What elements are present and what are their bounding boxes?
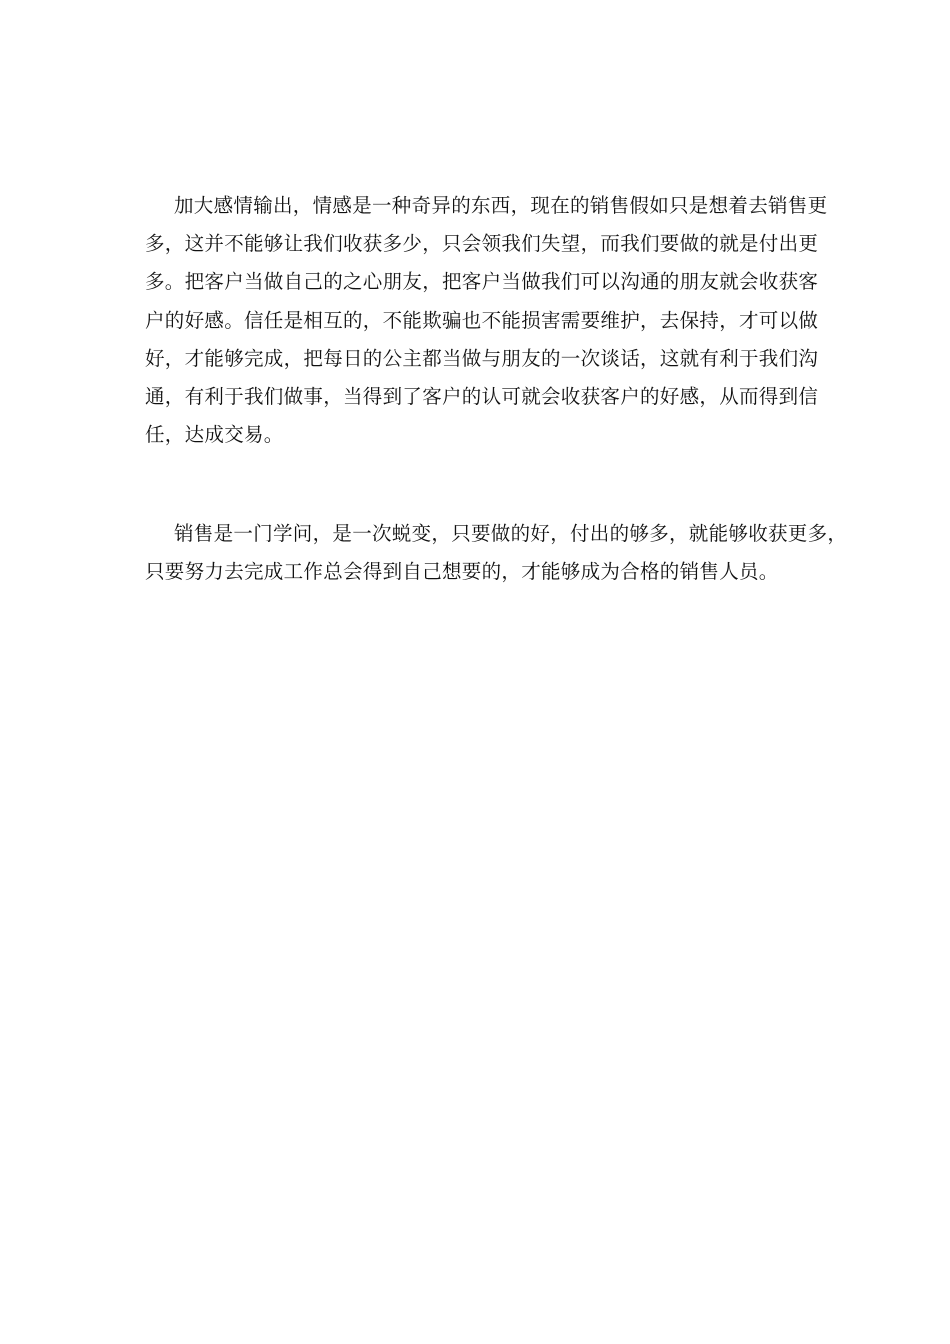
paragraph-1-line-6: 通，有利于我们做事，当得到了客户的认可就会收获客户的好感，从而得到信	[145, 385, 819, 409]
paragraph-1-line-5: 好，才能够完成，把每日的公主都当做与朋友的一次谈话，这就有利于我们沟	[145, 346, 819, 370]
paragraph-1-line-3: 多。把客户当做自己的之心朋友，把客户当做我们可以沟通的朋友就会收获客	[145, 270, 819, 294]
paragraph-1-line-7: 任，达成交易。	[145, 423, 284, 447]
paragraph-1-line-2: 多，这并不能够让我们收获多少，只会领我们失望，而我们要做的就是付出更	[145, 232, 819, 256]
paragraph-1	[145, 187, 828, 454]
paragraph-2	[145, 515, 848, 591]
paragraph-1-line-1: 加大感情输出，情感是一种奇异的东西，现在的销售假如只是想着去销售更	[174, 194, 828, 217]
paragraph-2-line-2: 只要努力去完成工作总会得到自己想要的，才能够成为合格的销售人员。	[145, 560, 779, 584]
paragraph-1-line-4: 户的好感。信任是相互的，不能欺骗也不能损害需要维护，去保持，才可以做	[145, 308, 819, 332]
paragraph-2-line-1: 销售是一门学问，是一次蜕变，只要做的好，付出的够多，就能够收获更多，	[174, 522, 848, 545]
